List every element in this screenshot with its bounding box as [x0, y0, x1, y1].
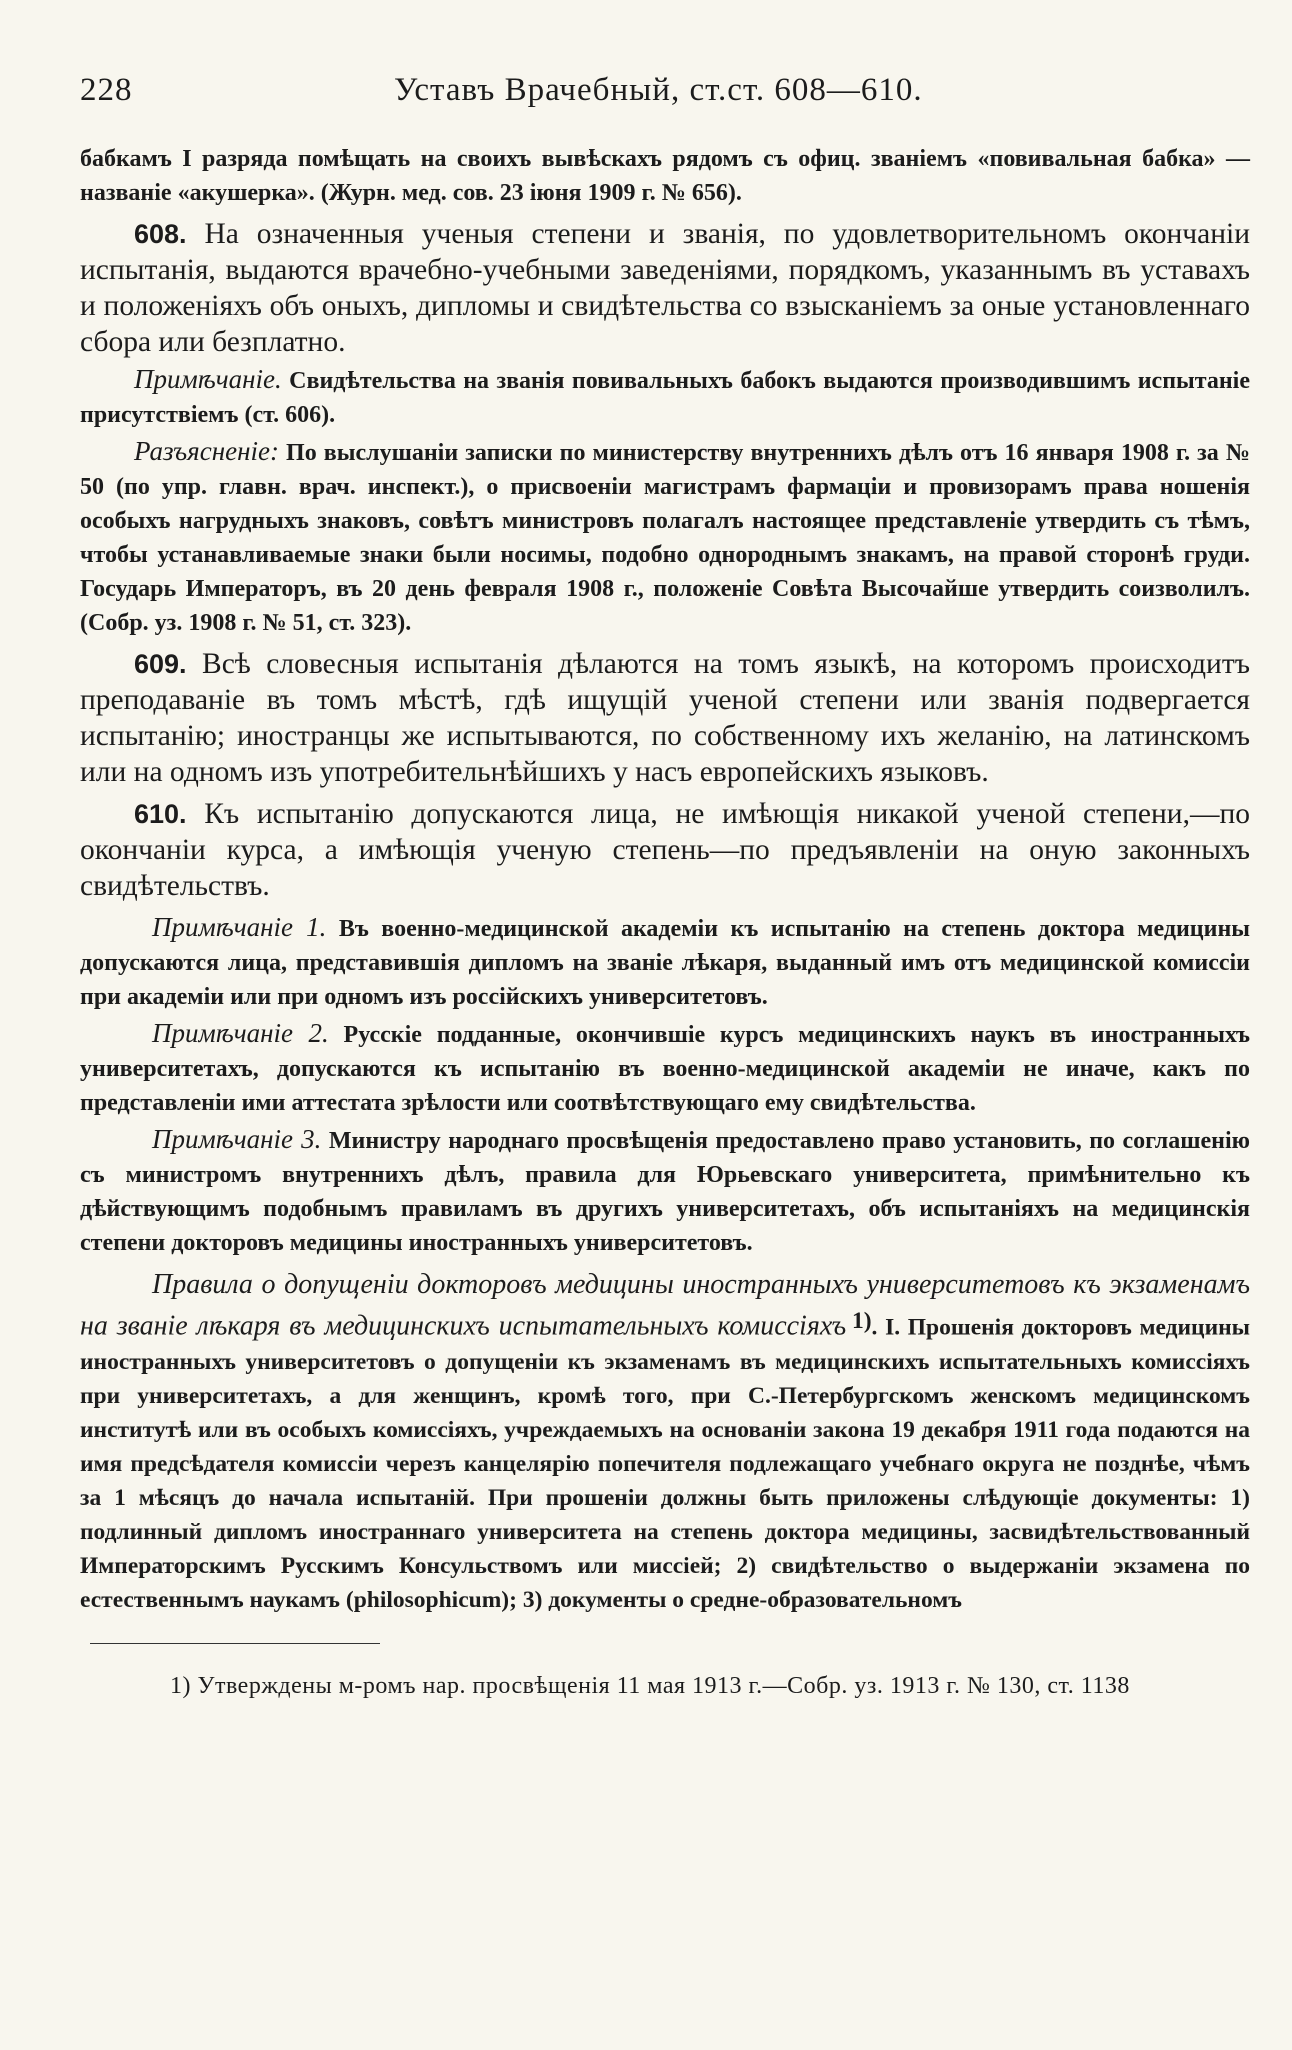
footnote: [80, 1668, 1250, 1704]
note-label: Примѣчаніе.: [134, 364, 282, 394]
explanation-label: Разъясненіе:: [134, 436, 279, 466]
article-608: [80, 216, 1250, 360]
article-609-number: 609.: [134, 649, 187, 679]
note-text: Министру народнаго просвѣщенія предоставлено право установить, по соглашенію съ министромъ внутреннихъ дѣлъ, правила для Юрьевскаго университета, примѣнительно къ дѣйствующимъ подобнымъ правиламъ въ другихъ университетахъ, объ испытаніяхъ на медицинскія степени докторовъ медицины иностранныхъ университетовъ.: [80, 1128, 1250, 1256]
article-610: [80, 796, 1250, 904]
rules-text: . I. Прошенія докторовъ медицины иностранныхъ университетовъ о допущеніи къ экзаменамъ въ медицинскихъ испытательныхъ комиссіяхъ при университетахъ, а для женщинъ, кромѣ того, при С.-Петербургскомъ женскомъ медицинскомъ институтѣ или въ особыхъ комиссіяхъ, учреждаемыхъ на основаніи закона 19 декабря 1911 года подаются на имя предсѣдателя комиссіи черезъ канцелярію попечителя подлежащаго учебнаго округа не позднѣе, чѣмъ за 1 мѣсяцъ до начала испытаній. При прошеніи должны быть приложены слѣдующіе документы: 1) подлинный дипломъ иностраннаго университета на степень доктора медицины, засвидѣтельствованный Императорскимъ Русскимъ Консульствомъ или миссіей; 2) свидѣтельство о выдержаніи экзамена по естественнымъ наукамъ (philosophicum); 3) документы о средне-образовательномъ: [80, 1314, 1251, 1614]
note-text: Русскіе подданные, окончившіе курсъ медицинскихъ наукъ въ иностранныхъ университетахъ, допускаются къ испытанію въ военно-медицинской академіи не иначе, какъ по представленіи ими аттестата зрѣлости или соотвѣтствующаго ему свидѣтельства.: [80, 1022, 1251, 1116]
rules-title: Правила о допущеніи докторовъ медицины иностранныхъ университетовъ къ экзаменамъ на званіе лѣкаря въ медицинскихъ испытательныхъ комиссіяхъ: [80, 1269, 1250, 1342]
article-609: [80, 646, 1250, 790]
note-text: Свидѣтельства на званія повивальныхъ бабокъ выдаются производившимъ испытаніе присутствіемъ (ст. 606).: [80, 368, 1250, 428]
article-608-number: 608.: [134, 219, 187, 249]
continuation-paragraph: бабкамъ I разряда помѣщать на своихъ вывѣскахъ рядомъ съ офиц. званіемъ «повивальная бабка» — названіе «акушерка». (Журн. мед. сов. 23 іюня 1909 г. № 656).: [80, 146, 1250, 206]
note-label: Примѣчаніе 1.: [152, 912, 327, 942]
explanation-text: По выслушаніи записки по министерству внутреннихъ дѣлъ отъ 16 января 1908 г. за № 50 (по упр. главн. врач. инспект.), о присвоеніи магистрамъ фармаціи и провизорамъ права ношенія особыхъ нагрудныхъ знаковъ, совѣтъ министровъ полагалъ настоящее представленіе утвердить съ тѣмъ, чтобы устанавливаемые знаки были носимы, подобно однороднымъ знакамъ, на правой сторонѣ груди. Государь Императоръ, въ 20 день февраля 1908 г., положеніе Совѣта Высочайше утвердить соизволилъ. (Собр. уз. 1908 г. № 51, ст. 323).: [80, 440, 1250, 636]
footnote-reference[interactable]: 1): [851, 1308, 872, 1334]
article-610-note-2: [80, 1016, 1250, 1120]
article-610-note-1: [80, 910, 1250, 1014]
article-610-text: Къ испытанію допускаются лица, не имѣющія никакой ученой степени,—по окончаніи курса, а имѣющія ученую степень—по предъявленіи на оную законныхъ свидѣтельствъ.: [80, 798, 1250, 902]
footnote-divider: [90, 1643, 380, 1644]
article-610-number: 610.: [134, 799, 187, 829]
footnote-text: Утверждены м-ромъ нар. просвѣщенія 11 мая 1913 г.—Собр. уз. 1913 г. № 130, ст. 1138: [191, 1673, 1130, 1700]
article-608-text: На означенныя ученыя степени и званія, по удовлетворительномъ окончаніи испытанія, выдаются врачебно-учебными заведеніями, порядкомъ, указаннымъ въ уставахъ и положеніяхъ объ оныхъ, дипломы и свидѣтельства со взысканіемъ за оные установленнаго сбора или безплатно.: [80, 218, 1250, 358]
page-number: 228: [80, 72, 133, 108]
running-header: [80, 72, 1250, 122]
note-label: Примѣчаніе 3.: [152, 1124, 322, 1154]
note-label: Примѣчаніе 2.: [152, 1018, 329, 1048]
article-608-note: [80, 362, 1250, 432]
footnote-marker: 1): [170, 1673, 191, 1700]
note-text: Въ военно-медицинской академіи къ испытанію на степень доктора медицины допускаются лица, представившія дипломъ на званіе лѣкаря, выданный имъ отъ медицинской комиссіи при академіи или при одномъ изъ россійскихъ университетовъ.: [80, 916, 1251, 1010]
rules-section: [80, 1266, 1250, 1617]
article-609-text: Всѣ словесныя испытанія дѣлаются на томъ языкѣ, на которомъ происходитъ преподаваніе въ томъ мѣстѣ, гдѣ ищущій ученой степени или званія подвергается испытанію; иностранцы же испытываются, по собственному ихъ желанію, на латинскомъ или на одномъ изъ употребительнѣйшихъ у насъ европейскихъ языковъ.: [80, 648, 1250, 788]
article-610-note-3: [80, 1122, 1250, 1260]
document-page: [80, 72, 1250, 1728]
article-608-explanation: [80, 434, 1250, 640]
running-title: Уставъ Врачебный, ст.ст. 608—610.: [394, 72, 923, 108]
